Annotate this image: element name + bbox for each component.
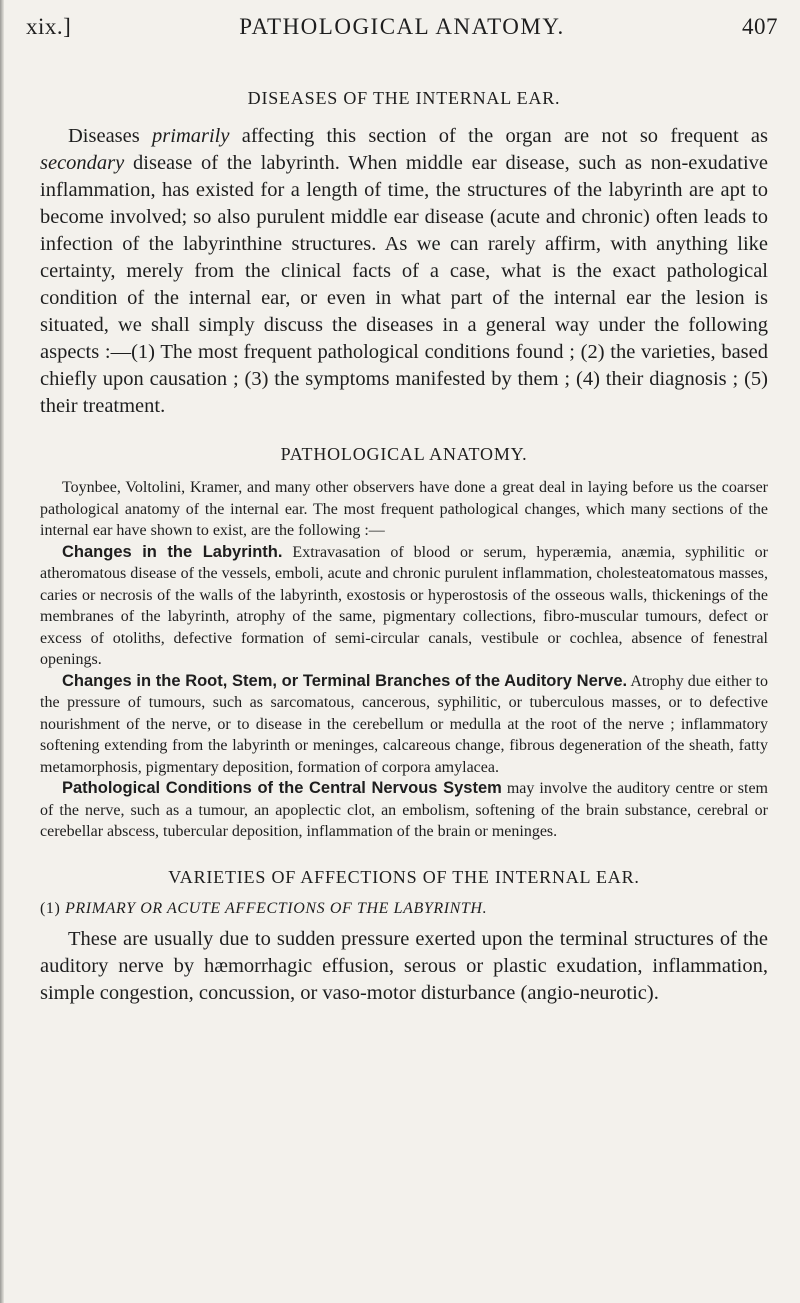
section-heading-diseases: DISEASES OF THE INTERNAL EAR. — [247, 88, 561, 108]
emphasis-secondary: secondary — [40, 152, 125, 174]
intro-paragraph: Diseases primarily affecting this section of the organ are not so frequent as secondary disease of the labyrinth. When middle ear disease, such as non-exudative inflammation, has existed for a length of time, the structures of the labyrinth are apt to become involved; so also purulent middle ear disease (acute and chronic) often leads to infection of the labyrinthine structures. As we can rarely affirm, with anything like certainty, merely from the clinical facts of a case, what is the exact pathological condition of the internal ear, or even in what part of the internal ear the lesion is situated, we shall simply discuss the diseases in a general way under the following aspects :—(1) The most frequent pathological conditions found ; (2) the varieties, based chiefly upon causation ; (3) the symptoms manifested by them ; (4) their diagnosis ; (5) their treatment. — [40, 125, 768, 417]
labyrinth-changes: Changes in the Labyrinth. Extravasation of blood or serum, hyperæmia, anæmia, syphilitic or atheromatous disease of the vessels, emboli, acute and chronic purulent inflammation, cholesteatomatous masses, caries or necrosis of the walls of the labyrinth, exostosis or hyperostosis of the osseous walls, thickenings of the membranes of the labyrinth, atrophy of the same, pigmentary collections, fibro-muscular tumours, defect or excess of otoliths, defective formation of semi-circular canals, vestibule or cochlea, absence of fenestral openings. — [40, 542, 768, 668]
chapter-number: xix.] — [26, 14, 72, 39]
nerve-heading: Changes in the Root, Stem, or Terminal Branches of the Auditory Nerve. — [62, 671, 628, 690]
cns-conditions: Pathological Conditions of the Central Nervous System may involve the auditory centre or stem of the nerve, such as a tumour, an apoplectic clot, an embolism, softening of the brain substance, cerebral or cerebellar abscess, tubercular deposition, inflammation of the brain or meninges. — [40, 779, 768, 840]
nerve-changes: Changes in the Root, Stem, or Terminal Branches of the Auditory Nerve. Atrophy due either to the pressure of tumours, such as sarcomatous, cancerous, syphilitic, or tuberculous masses, or to defective nourishment of the nerve, or to disease in the cerebellum or medulla at the root of the nerve ; inflammatory softening extending from the labyrinth or meninges, calcareous change, fibrous degeneration of the sheath, fatty metamorphosis, pigmentary deposition, formation of corpora amylacea. — [40, 671, 768, 776]
cns-heading: Pathological Conditions of the Central Nervous System — [62, 779, 502, 797]
pathology-intro: Toynbee, Voltolini, Kramer, and many other observers have done a great deal in laying before us the coarser pathological anatomy of the internal ear. The most frequent pathological changes, which many sections of the internal ear have shown to exist, are the following :— — [40, 479, 768, 539]
running-header — [26, 14, 778, 50]
labyrinth-heading: Changes in the Labyrinth. — [62, 542, 283, 561]
primary-affections-paragraph: These are usually due to sudden pressure exerted upon the terminal structures of the auditory nerve by hæmorrhagic effusion, serous or plastic exudation, inflammation, simple congestion, concussion, or vaso-motor disturbance (angio-neurotic). — [40, 927, 768, 1004]
subheading-primary-affections: (1) PRIMARY OR ACUTE AFFECTIONS OF THE LABYRINTH. — [40, 899, 488, 917]
page-number: 407 — [742, 14, 778, 39]
emphasis-primarily: primarily — [152, 125, 230, 147]
section-heading-varieties: VARIETIES OF AFFECTIONS OF THE INTERNAL EAR. — [168, 866, 640, 887]
page-body — [40, 88, 768, 1007]
page-gutter-shadow — [0, 0, 4, 1303]
section-heading-pathological-anatomy: PATHOLOGICAL ANATOMY. — [280, 444, 528, 464]
running-title: PATHOLOGICAL ANATOMY. — [239, 14, 565, 39]
